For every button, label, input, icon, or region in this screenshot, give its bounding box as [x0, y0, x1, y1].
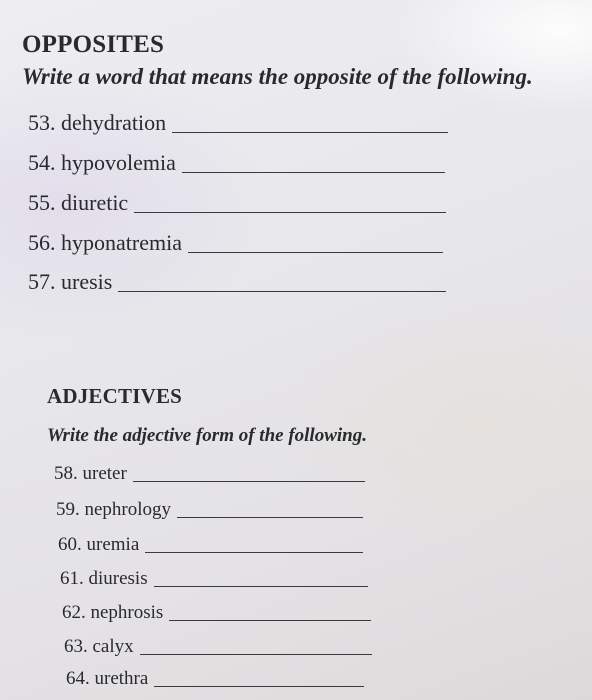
question-label: 57. uresis [28, 269, 113, 294]
question-label: 64. urethra [66, 668, 149, 689]
answer-blank-63[interactable] [140, 654, 372, 655]
question-label: 62. nephrosis [62, 602, 164, 623]
question-61 [60, 568, 368, 590]
question-63 [64, 636, 372, 658]
question-label: 56. hyponatremia [28, 230, 182, 255]
question-label: 53. dehydration [28, 110, 167, 135]
question-57 [28, 269, 446, 295]
answer-blank-59[interactable] [177, 517, 363, 518]
question-53 [28, 110, 448, 136]
question-label: 54. hypovolemia [28, 150, 176, 175]
question-64 [66, 668, 364, 690]
opposites-heading: OPPOSITES [22, 31, 165, 58]
question-55 [28, 190, 446, 216]
answer-blank-64[interactable] [154, 686, 364, 687]
answer-blank-54[interactable] [182, 172, 445, 173]
question-label: 61. diuresis [60, 568, 148, 589]
question-62 [62, 602, 371, 624]
question-59 [56, 499, 363, 521]
question-54 [28, 150, 445, 176]
answer-blank-55[interactable] [134, 212, 446, 213]
question-56 [28, 230, 443, 256]
answer-blank-58[interactable] [133, 481, 365, 482]
answer-blank-53[interactable] [172, 132, 448, 133]
question-60 [58, 534, 363, 556]
answer-blank-57[interactable] [118, 291, 446, 292]
question-58 [54, 463, 365, 485]
opposites-instruction: Write a word that means the opposite of the following. [22, 64, 533, 89]
adjectives-heading: ADJECTIVES [47, 384, 183, 408]
question-label: 59. nephrology [56, 499, 172, 520]
answer-blank-60[interactable] [145, 552, 363, 553]
answer-blank-62[interactable] [169, 620, 371, 621]
answer-blank-61[interactable] [154, 586, 368, 587]
question-label: 55. diuretic [28, 190, 129, 215]
question-label: 58. ureter [54, 463, 127, 484]
adjectives-instruction: Write the adjective form of the following. [47, 425, 367, 446]
question-label: 63. calyx [64, 636, 134, 657]
question-label: 60. uremia [58, 534, 140, 555]
answer-blank-56[interactable] [188, 252, 443, 253]
